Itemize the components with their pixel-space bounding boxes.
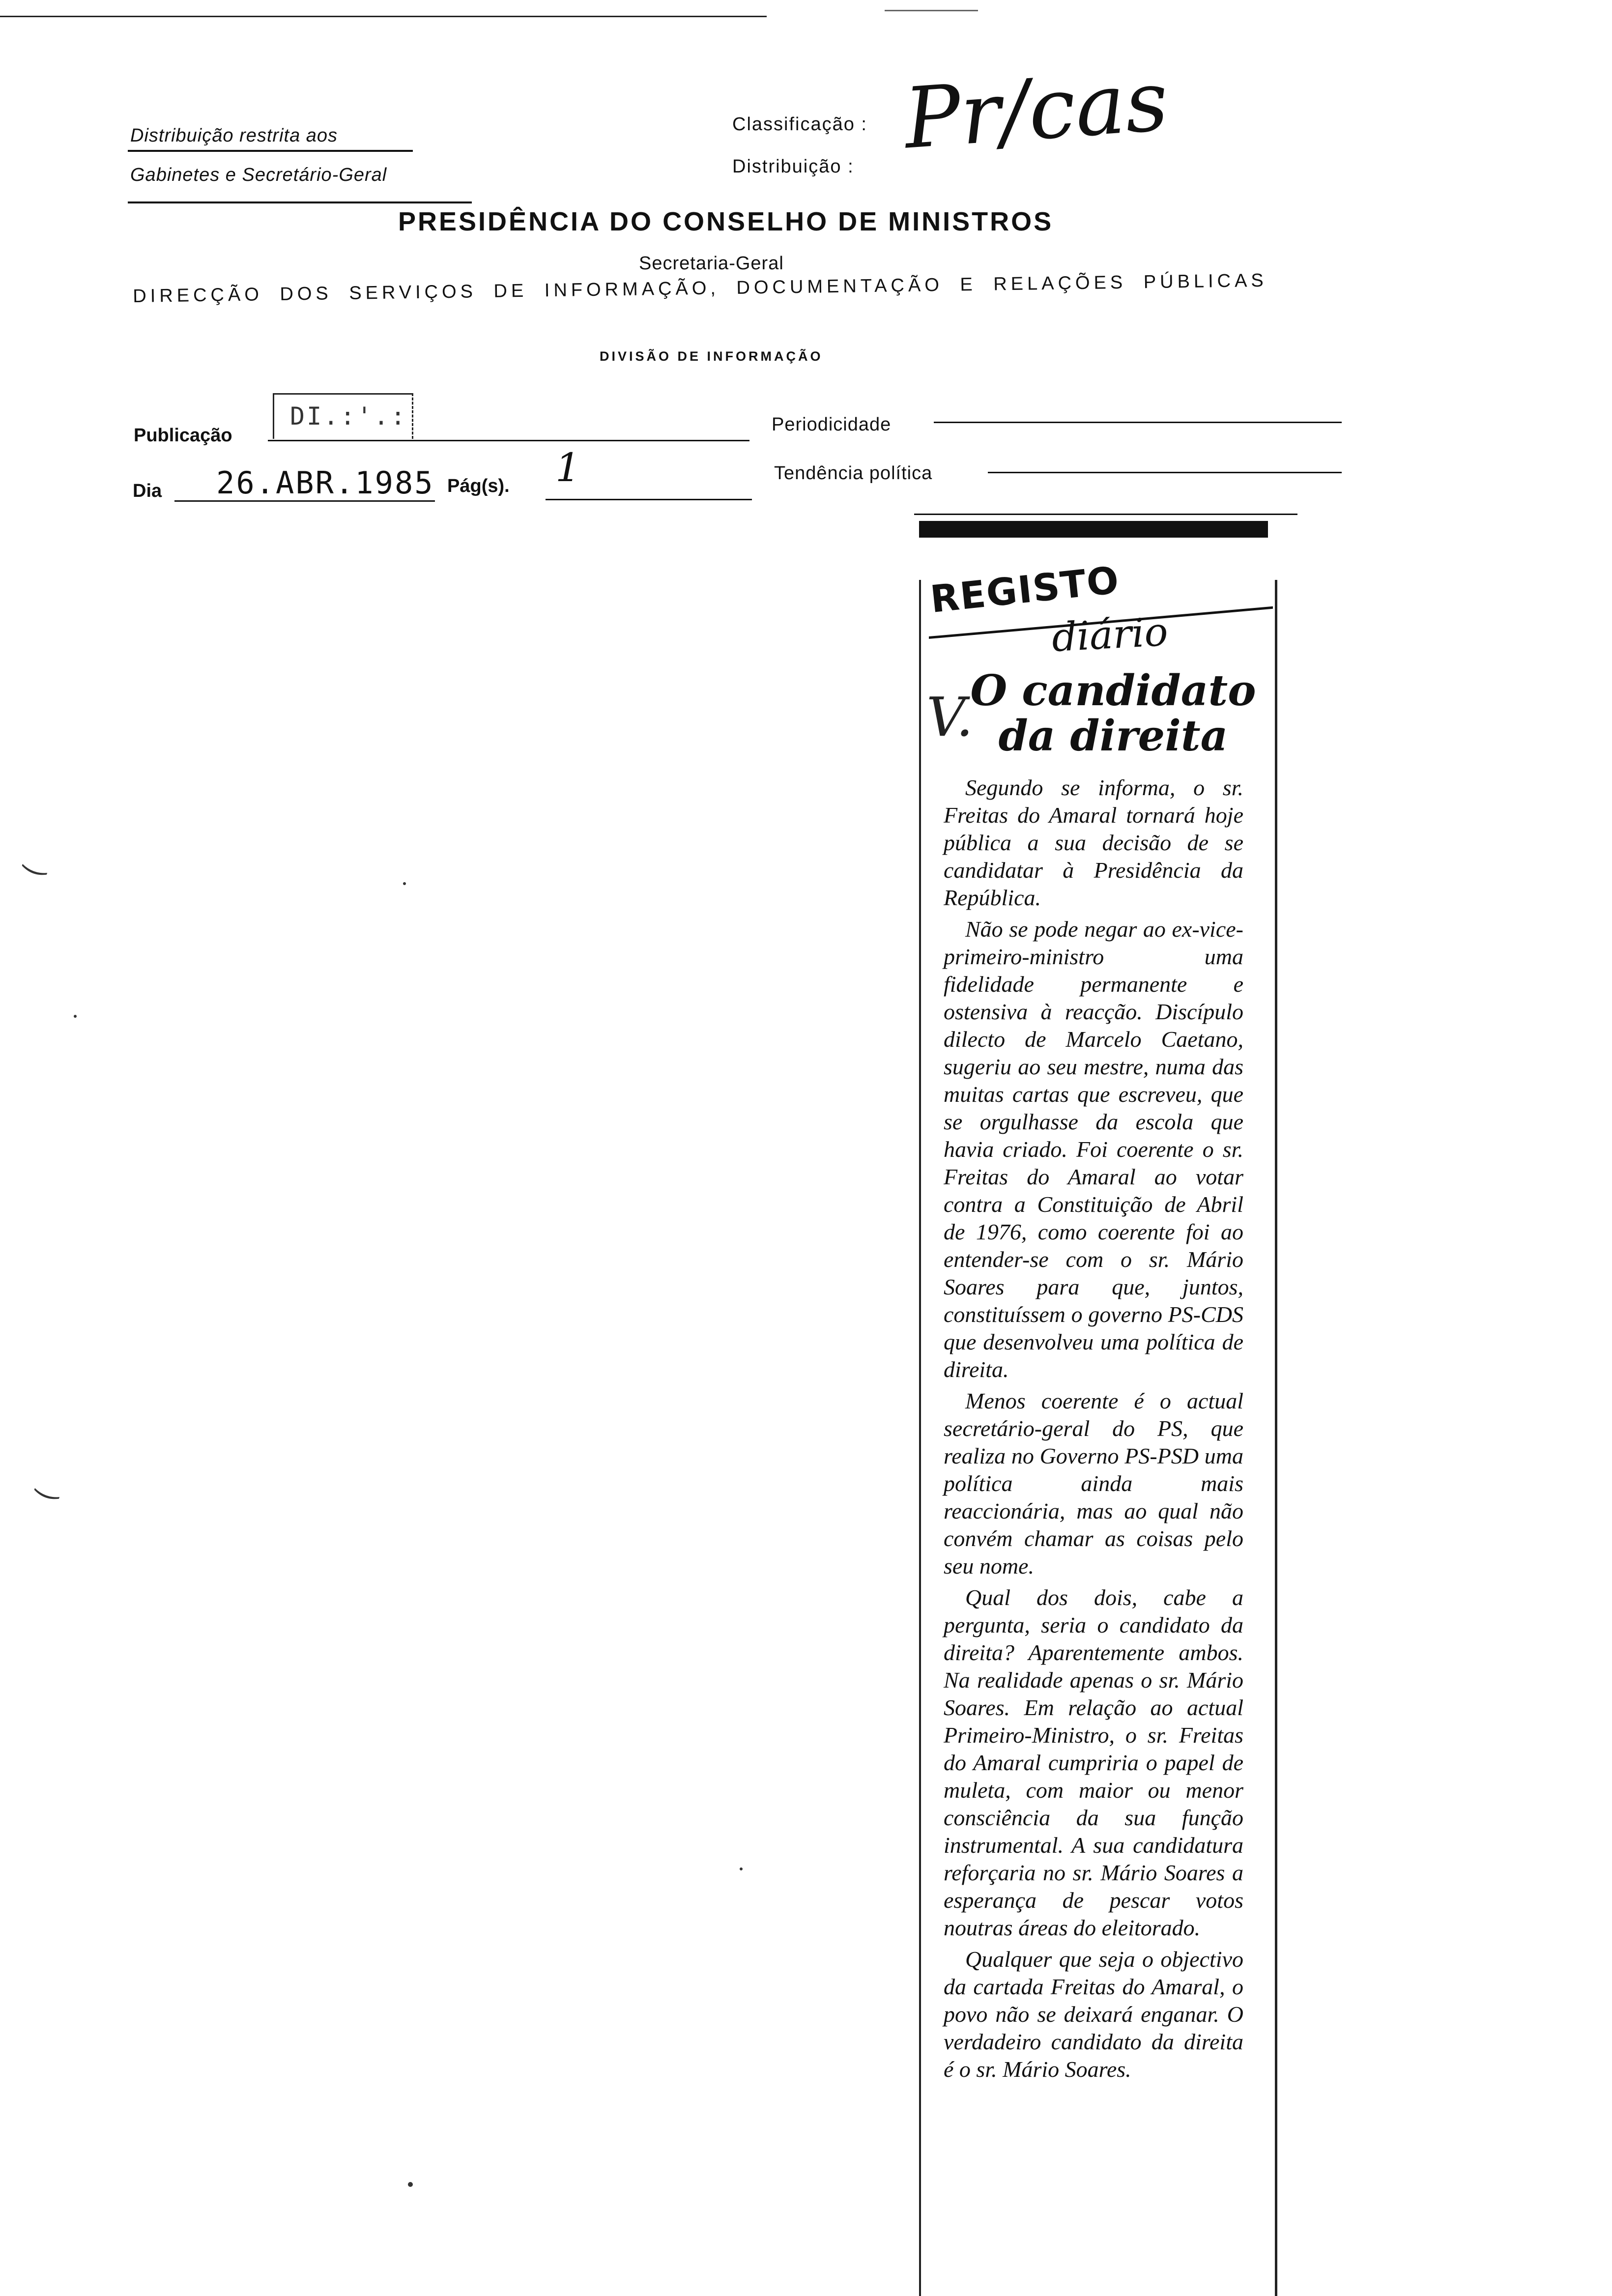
secretariat-subtitle: Secretaria-Geral	[639, 253, 784, 274]
political-tendency-label: Tendência política	[774, 463, 933, 484]
periodicity-label: Periodicidade	[772, 414, 892, 435]
restricted-distribution-line2: Gabinetes e Secretário-Geral	[130, 165, 387, 185]
date-stamp: 26.ABR.1985	[216, 465, 434, 501]
clipping-heavy-rule	[919, 521, 1268, 538]
scan-speck	[403, 882, 406, 885]
headline-line-2: da direita	[998, 711, 1228, 761]
division-title: DIVISÃO DE INFORMAÇÃO	[600, 349, 823, 364]
directorate-title: DIRECÇÃO DOS SERVIÇOS DE INFORMAÇÃO, DOCUMENTAÇÃO E RELAÇÕES PÚBLICAS	[133, 270, 1268, 307]
top-scan-line	[0, 16, 767, 17]
publication-label: Publicação	[134, 425, 232, 446]
binder-hole-mark: ‿	[22, 837, 56, 878]
pages-field-line	[546, 499, 752, 500]
handwritten-diario-tag: diário	[1050, 608, 1169, 661]
distribution-label: Distribuição :	[732, 156, 854, 177]
clipping-top-rule	[914, 514, 1297, 515]
restricted-underline-1	[128, 150, 413, 152]
publication-field-line	[268, 440, 749, 441]
section-label: REGISTO	[928, 558, 1122, 621]
classification-label: Classificação :	[732, 114, 867, 135]
scan-speck	[408, 2182, 413, 2187]
scan-speck	[74, 1015, 77, 1018]
political-tendency-field-line	[988, 472, 1342, 473]
article-paragraph: Qualquer que seja o objectivo da cartada Freitas do Amaral, o povo não se deixará enganar. O verdadeiro candidato da direita é o sr. Mário Soares.	[944, 1947, 1243, 2082]
ministry-title: PRESIDÊNCIA DO CONSELHO DE MINISTROS	[398, 207, 1054, 236]
publication-stamp-value: DI.:'.:	[290, 402, 407, 430]
pages-value: 1	[555, 445, 580, 490]
article-paragraph: Qual dos dois, cabe a pergunta, seria o candidato da direita? Aparentemente ambos. Na realidade apenas o sr. Mário Soares. Em relação ao actual Primeiro-Ministro, o sr. Freitas do Amaral cumpriria o papel de muleta, com maior ou menor consciência da sua função instrumental. A sua candidatura reforçaria no sr. Mário Soares a esperança de pescar votos noutras áreas do eleitorado.	[944, 1585, 1243, 1940]
article-paragraph: Não se pode negar ao ex-vice-primeiro-ministro uma fidelidade permanente e ostensiva à reacção. Discípulo dilecto de Marcelo Caetano, sugeriu ao seu mestre, numa das muitas cartas que escreveu, que se orgulhasse da escola que havia criado. Foi coerente o sr. Freitas do Amaral ao votar contra a Constituição de Abril de 1976, como coerente foi ao entender-se com o sr. Mário Soares para que, juntos, constituíssem o governo PS-CDS que desenvolveu uma política de direita.	[944, 917, 1243, 1382]
handwritten-classification: Pr/cas	[901, 52, 1171, 168]
binder-hole-mark: ‿	[34, 1461, 68, 1502]
article-headline	[956, 668, 1270, 759]
headline-line-1: O candidato	[970, 666, 1256, 716]
handwritten-scrawl: V.	[926, 686, 974, 748]
periodicity-field-line	[934, 422, 1342, 423]
restricted-distribution-line1: Distribuição restrita aos	[130, 125, 338, 146]
article-body	[944, 774, 1243, 2083]
restricted-underline-2	[128, 201, 472, 203]
article-paragraph: Menos coerente é o actual secretário-geral do PS, que realiza no Governo PS-PSD uma política ainda mais reaccionária, mas ao qual não convém chamar as coisas pelo seu nome.	[944, 1388, 1243, 1578]
article-paragraph: Segundo se informa, o sr. Freitas do Amaral tornará hoje pública a sua decisão de se candidatar à Presidência da República.	[944, 775, 1243, 910]
day-label: Dia	[133, 481, 162, 501]
scan-speck	[740, 1867, 743, 1870]
pages-label: Pág(s).	[447, 476, 510, 496]
top-scan-line-short	[885, 10, 978, 11]
